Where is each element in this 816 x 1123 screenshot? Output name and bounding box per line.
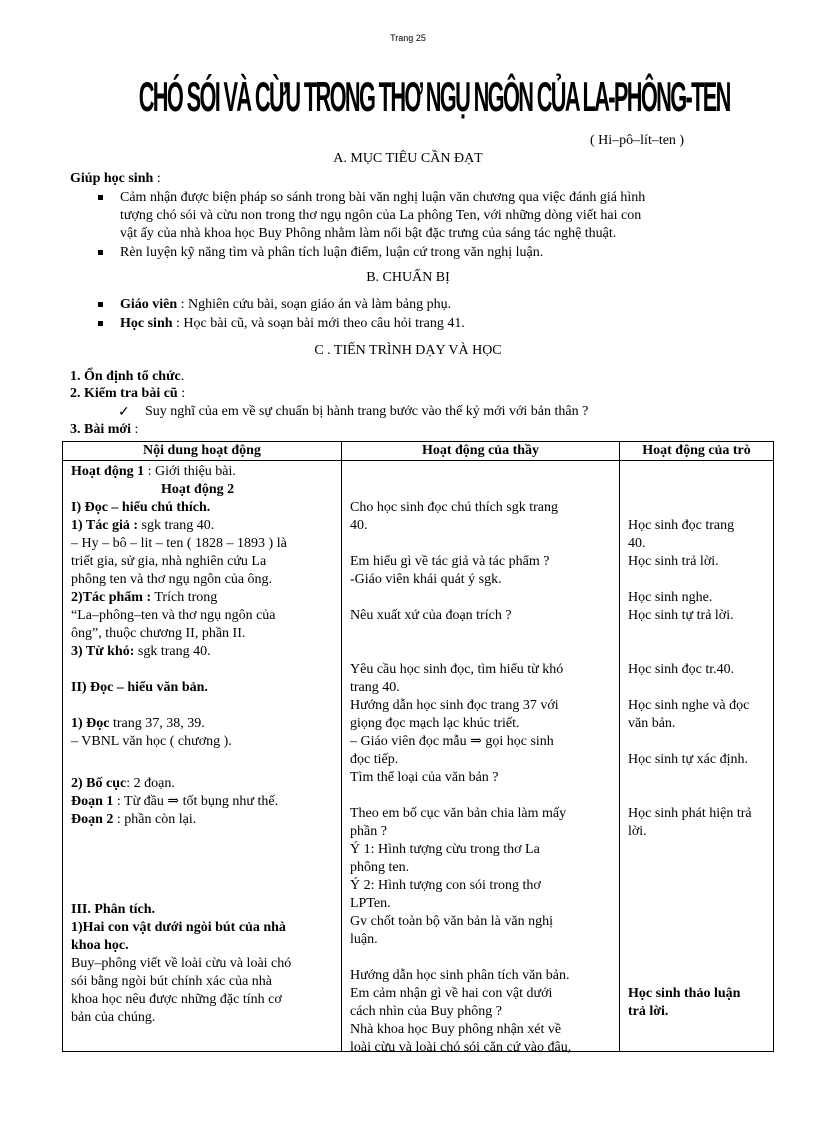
teacher-line: Nêu xuất xứ của đoạn trích ? — [350, 608, 512, 623]
content-line: Hoạt động 1 : Giới thiệu bài. — [71, 464, 236, 479]
teacher-line: Tìm thể loại của văn bản ? — [350, 770, 499, 785]
intro-line: Giúp học sinh : — [70, 171, 161, 186]
lesson-table — [62, 441, 774, 1055]
section-b-heading: B. CHUẨN BỊ — [366, 270, 450, 285]
bullet-text: Cảm nhận được biện pháp so sánh trong bài văn nghị luận văn chương qua việc đánh giá hình — [120, 190, 646, 205]
teacher-line: phông ten. — [350, 860, 410, 875]
content-line: 2)Tác phẩm : Trích trong — [71, 590, 218, 605]
teacher-line: Hướng dẫn học sinh đọc trang 37 với — [350, 698, 559, 713]
content-line: Đoạn 2 : phần còn lại. — [71, 812, 197, 827]
student-line: lời. — [628, 824, 647, 839]
content-line: triết gia, sử gia, nhà nghiên cứu La — [71, 554, 267, 569]
page-title: CHÓ SÓI VÀ CỪU TRONG THƠ NGỤ NGÔN CỦA LA-PHÔNG-TEN — [138, 73, 730, 120]
teacher-line: – Giáo viên đọc mẫu ⇒ gọi học sinh — [350, 734, 554, 749]
teacher-line: giọng đọc mạch lạc khúc triết. — [350, 716, 520, 731]
content-line: I) Đọc – hiểu chú thích. — [71, 500, 211, 515]
content-line: 1) Đọc trang 37, 38, 39. — [71, 716, 205, 731]
teacher-line: luận. — [350, 932, 378, 947]
check-icon: ✓ — [118, 405, 130, 420]
header-student: Hoạt động của trò — [620, 442, 774, 461]
student-line: Học sinh nghe. — [628, 590, 713, 605]
teacher-line: Nhà khoa học Buy phông nhận xét về — [350, 1022, 562, 1037]
bullet-icon — [98, 250, 103, 255]
teacher-line: Yêu cầu học sinh đọc, tìm hiểu từ khó — [350, 662, 564, 677]
student-line: Học sinh phát hiện trả — [628, 806, 752, 821]
teacher-line: phần ? — [350, 824, 387, 839]
student-line: Học sinh tự xác định. — [628, 752, 748, 767]
teacher-line: 40. — [350, 518, 368, 533]
content-line: Hoạt động 2 — [161, 482, 235, 497]
content-line: Buy–phông viết về loài cừu và loài chó — [71, 956, 292, 971]
header-content: Nội dung hoạt động — [63, 442, 342, 461]
student-line: Học sinh tự trả lời. — [628, 608, 734, 623]
teacher-line: LPTen. — [350, 896, 391, 911]
teacher-line: Em hiểu gì về tác giả và tác phẩm ? — [350, 554, 550, 569]
content-line: bản của chúng. — [71, 1010, 156, 1025]
step-1: 1. Ổn định tổ chức. — [70, 369, 185, 384]
student-cell — [620, 461, 774, 1052]
student-line: 40. — [628, 536, 646, 551]
student-line: Học sinh nghe và đọc — [628, 698, 750, 713]
content-line: 3) Từ khó: sgk trang 40. — [71, 644, 211, 659]
content-line: 1) Tác giả : sgk trang 40. — [71, 518, 215, 533]
step-2: 2. Kiểm tra bài cũ : — [70, 386, 186, 401]
content-line: ông”, thuộc chương II, phần II. — [71, 626, 246, 641]
content-line: phông ten và thơ ngụ ngôn của ông. — [71, 572, 273, 587]
content-line: “La–phông–ten và thơ ngụ ngôn của — [71, 608, 276, 623]
step-3: 3. Bài mới : — [70, 422, 139, 437]
student-line: Học sinh đọc trang — [628, 518, 735, 533]
teacher-line: Gv chốt toàn bộ văn bản là văn nghị — [350, 914, 553, 929]
bullet-text: Rèn luyện kỹ năng tìm và phân tích luận điểm, luận cứ trong văn nghị luận. — [120, 245, 544, 260]
bullet-icon — [98, 321, 103, 326]
teacher-line: Ý 1: Hình tượng cừu trong thơ La — [350, 842, 540, 857]
teacher-line: -Giáo viên khái quát ý sgk. — [350, 572, 502, 587]
content-line: – Hy – bô – lit – ten ( 1828 – 1893 ) là — [71, 536, 287, 551]
content-cell — [63, 461, 342, 1052]
content-line: 1)Hai con vật dưới ngòi bút của nhà — [71, 920, 286, 935]
student-line: Học sinh đọc tr.40. — [628, 662, 735, 677]
review-question: Suy nghĩ của em về sự chuẩn bị hành trang bước vào thế kỷ mới với bản thân ? — [145, 404, 589, 419]
student-line: văn bản. — [628, 716, 676, 731]
table-row — [63, 461, 774, 1052]
content-line: khoa học. — [71, 938, 129, 953]
teacher-line: đọc tiếp. — [350, 752, 399, 767]
content-line: 2) Bố cục: 2 đoạn. — [71, 776, 175, 791]
student-line: trả lời. — [628, 1004, 669, 1019]
content-line: II) Đọc – hiểu văn bản. — [71, 680, 208, 695]
teacher-cell — [342, 461, 620, 1055]
content-line: III. Phân tích. — [71, 902, 156, 917]
teacher-line: cách nhìn của Buy phông ? — [350, 1004, 503, 1019]
section-a-heading: A. MỤC TIÊU CẦN ĐẠT — [333, 151, 483, 166]
teacher-line: Theo em bố cục văn bản chia làm mấy — [350, 806, 567, 821]
bullet-text: tượng chó sói và cừu non trong thơ ngụ ngôn của La phông Ten, với những dòng viết hai con — [120, 208, 642, 223]
page-number: Trang 25 — [390, 33, 426, 43]
table-header-row — [63, 442, 774, 461]
bullet-text: vật ấy của nhà khoa học Buy Phông nhằm làm nổi bật đặc trưng của sáng tác nghệ thuật. — [120, 226, 617, 241]
author-name: ( Hi–pô–lít–ten ) — [590, 133, 685, 148]
student-line: Học sinh thảo luận — [628, 986, 741, 1001]
student-line: Học sinh trả lời. — [628, 554, 719, 569]
content-line: sói bằng ngòi bút chính xác của nhà — [71, 974, 273, 989]
prep-teacher: Giáo viên : Nghiên cứu bài, soạn giáo án và làm bảng phụ. — [120, 297, 452, 312]
teacher-line: trang 40. — [350, 680, 400, 695]
prep-student: Học sinh : Học bài cũ, và soạn bài mới theo câu hỏi trang 41. — [120, 316, 465, 331]
header-teacher: Hoạt động của thầy — [342, 442, 620, 461]
teacher-line: loài cừu và loài chó sói căn cứ vào đâu, — [350, 1040, 572, 1055]
content-line: Đoạn 1 : Từ đầu ⇒ tốt bụng như thế. — [71, 794, 279, 809]
section-c-heading: C . TIẾN TRÌNH DẠY VÀ HỌC — [314, 343, 502, 358]
teacher-line: Em cảm nhận gì về hai con vật dưới — [350, 986, 553, 1001]
content-line: – VBNL văn học ( chương ). — [71, 734, 232, 749]
bullet-icon — [98, 195, 103, 200]
teacher-line: Cho học sinh đọc chú thích sgk trang — [350, 500, 559, 515]
bullet-icon — [98, 302, 103, 307]
teacher-line: Hướng dẫn học sinh phân tích văn bản. — [350, 968, 570, 983]
content-line: khoa học nêu được những đặc tính cơ — [71, 992, 282, 1007]
teacher-line: Ý 2: Hình tượng con sói trong thơ — [350, 878, 541, 893]
